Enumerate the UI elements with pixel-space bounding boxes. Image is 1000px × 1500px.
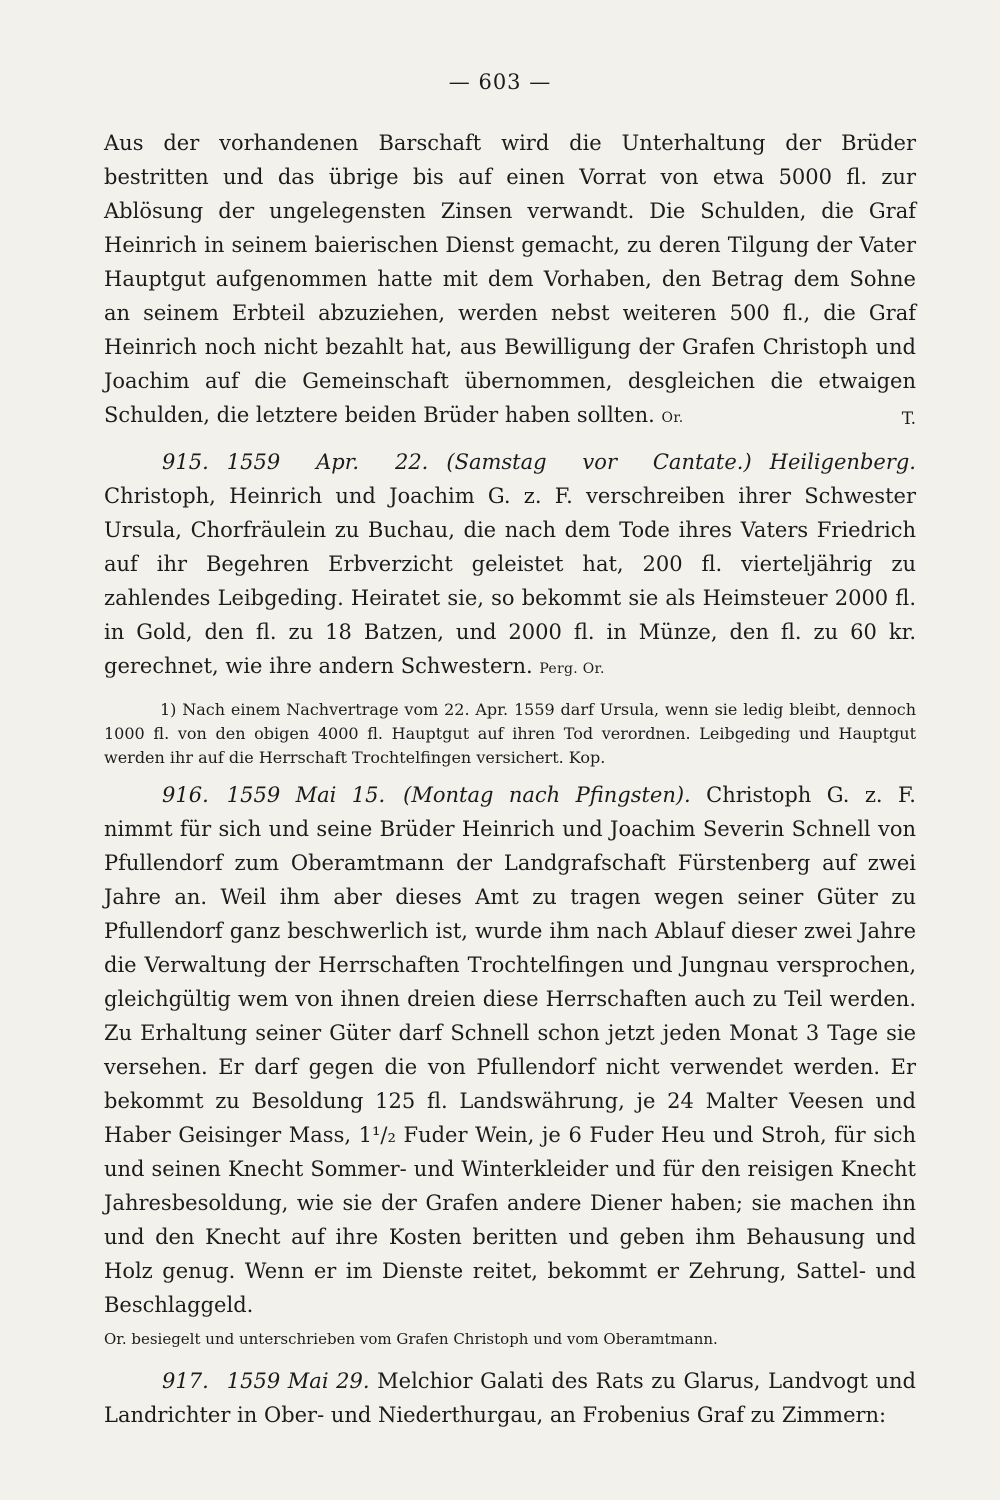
entry-source: Or. besiegelt und unterschrieben vom Grafen Christoph und vom Oberamtmann. [104, 1330, 718, 1348]
entry-917 [104, 1364, 916, 1432]
entry-date: 1559 Mai 29. [226, 1369, 370, 1393]
entry-occasion: (Montag nach Pfingsten). [403, 783, 691, 807]
intro-source: Or. [661, 410, 684, 426]
entry-source: Perg. Or. [539, 661, 605, 677]
page-number: — 603 — [448, 70, 552, 94]
entry-number: 917. [162, 1369, 209, 1393]
page-body [104, 126, 916, 1432]
intro-paragraph [104, 126, 916, 435]
entry-occasion: (Samstag vor Cantate.) [446, 450, 752, 474]
intro-mark: T. [901, 409, 916, 429]
footnote: 1) Nach einem Nachvertrage vom 22. Apr. 1559 darf Ursula, wenn sie ledig bleibt, dennoch 1000 fl. von den obigen 4000 fl. Hauptgut auf ihren Tod verordnen. Leibgeding und Hauptgut werden ihr auf die Herrschaft Trochtelfingen versichert. Kop. [104, 700, 916, 767]
entry-915 [104, 445, 916, 686]
entry-916 [104, 778, 916, 1322]
entry-date: 1559 Apr. 22. [226, 450, 429, 474]
entry-text: Melchior Galati des Rats zu Glarus, Landvogt und Landrichter in Ober- und Niederthurgau, an Frobenius Graf zu Zimmern: [104, 1369, 916, 1427]
entry-date: 1559 Mai 15. [226, 783, 386, 807]
entry-text: Christoph G. z. F. nimmt für sich und seine Brüder Heinrich und Joachim Severin Schnell von Pfullendorf zum Oberamtmann der Landgrafschaft Fürstenberg auf zwei Jahre an. Weil ihm aber dieses Amt zu tragen wegen seiner Güter zu Pfullendorf ganz beschwerlich ist, wurde ihm nach Ablauf dieser zwei Jahre die Verwaltung der Herrschaften Trochtelfingen und Jungnau versprochen, gleichgültig wem von ihnen dreien diese Herrschaften auch zu Teil werden. Zu Erhaltung seiner Güter darf Schnell schon jetzt jeden Monat 3 Tage sie versehen. Er darf gegen die von Pfullendorf nicht verwendet werden. Er bekommt zu Besoldung 125 fl. Landswährung, je 24 Malter Veesen und Haber Geisinger Mass, 1¹/₂ Fuder Wein, je 6 Fuder Heu und Stroh, für sich und seinen Knecht Sommer- und Winterkleider und für den reisigen Knecht Jahresbesoldung, wie sie der Grafen andere Diener haben; sie machen ihn und den Knecht auf ihre Kosten beritten und geben ihm Behausung und Holz genug. Wenn er im Dienste reitet, bekommt er Zehrung, Sattel- und Beschlaggeld. [104, 783, 916, 1317]
entry-number: 915. [162, 450, 209, 474]
entry-number: 916. [162, 783, 209, 807]
intro-text: Aus der vorhandenen Barschaft wird die Unterhaltung der Brüder bestritten und das übrige bis auf einen Vorrat von etwa 5000 fl. zur Ablösung der ungelegensten Zinsen verwandt. Die Schulden, die Graf Heinrich in seinem baierischen Dienst gemacht, zu deren Tilgung der Vater Hauptgut aufgenommen hatte mit dem Vorhaben, den Betrag dem Sohne an seinem Erbteil abzuziehen, werden nebst weiteren 500 fl., die Graf Heinrich noch nicht bezahlt hat, aus Bewilligung der Grafen Christoph und Joachim auf die Gemeinschaft übernommen, desgleichen die etwaigen Schulden, die letztere beiden Brüder haben sollten. [104, 131, 916, 427]
entry-place: Heiligenberg. [769, 450, 916, 474]
entry-text: Christoph, Heinrich und Joachim G. z. F. verschreiben ihrer Schwester Ursula, Chorfräulein zu Buchau, die nach dem Tode ihres Vaters Friedrich auf ihr Begehren Erbverzicht geleistet hat, 200 fl. vierteljährig zu zahlendes Leibgeding. Heiratet sie, so bekommt sie als Heimsteuer 2000 fl. in Gold, den fl. zu 18 Batzen, und 2000 fl. in Münze, den fl. zu 60 kr. gerechnet, wie ihre andern Schwestern. [104, 484, 916, 678]
